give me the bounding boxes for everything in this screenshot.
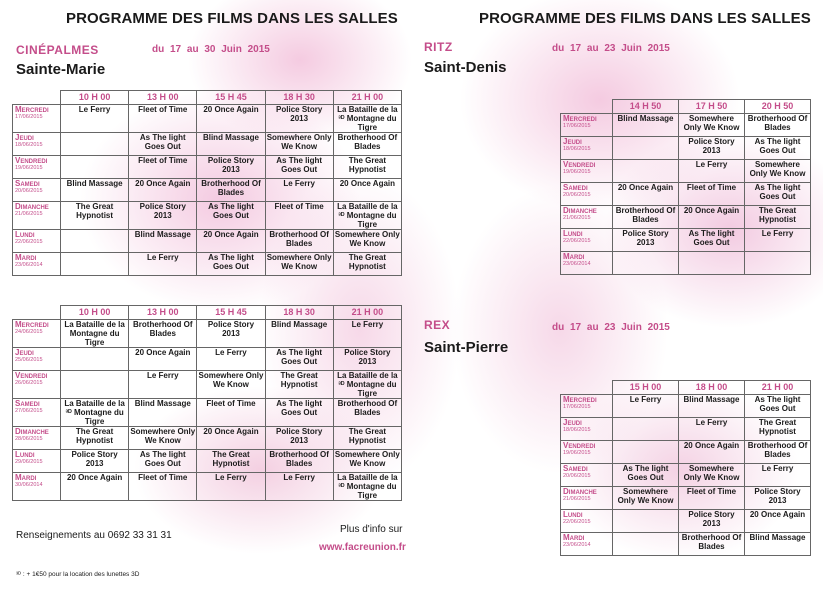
table-row — [561, 137, 811, 160]
table-row — [561, 252, 811, 275]
film-cell: The Great Hypnotist — [61, 202, 129, 230]
page-title-right: PROGRAMME DES FILMS DANS LES SALLES — [479, 10, 811, 27]
day-name: Dimanche — [15, 202, 49, 211]
film-cell: 20 Once Again — [679, 206, 745, 229]
day-name: Lundi — [15, 450, 35, 459]
film-cell: Police Story 2013 — [197, 156, 265, 179]
film-cell: 20 Once Again — [613, 183, 679, 206]
film-cell: Fleet of Time — [129, 105, 197, 133]
day-date: 20/06/2015 — [563, 473, 591, 479]
film-cell: Le Ferry — [613, 395, 679, 418]
film-cell: Brotherhood Of Blades — [265, 450, 333, 473]
day-name: Mercredi — [563, 114, 597, 123]
film-cell: La Bataille de la ³ᴰ Montagne du Tigre — [333, 473, 401, 501]
film-cell: Police Story 2013 — [679, 137, 745, 160]
day-date: 30/06/2014 — [15, 482, 43, 488]
day-date: 21/06/2015 — [563, 215, 591, 221]
film-cell: Le Ferry — [197, 348, 265, 371]
table-row — [561, 533, 811, 556]
day-date: 29/06/2015 — [15, 459, 43, 465]
city-saint-pierre: Saint-Pierre — [424, 339, 509, 356]
day-date: 26/06/2015 — [15, 380, 43, 386]
film-cell: Le Ferry — [129, 253, 197, 276]
day-date: 18/06/2015 — [563, 146, 591, 152]
table-row — [13, 427, 402, 450]
day-name: Mardi — [15, 253, 37, 262]
film-cell: Le Ferry — [265, 179, 333, 202]
time-header: 18 H 30 — [265, 91, 333, 105]
film-cell: Police Story 2013 — [613, 229, 679, 252]
day-cell — [561, 114, 613, 137]
day-name: Lundi — [15, 230, 35, 239]
day-cell — [561, 533, 613, 556]
film-cell: 20 Once Again — [745, 510, 811, 533]
film-cell: Somewhere Only We Know — [679, 464, 745, 487]
day-name: Samedi — [15, 179, 40, 188]
day-name: Dimanche — [563, 487, 597, 496]
cinema-name-rex: REX — [424, 318, 451, 332]
day-name: Jeudi — [15, 348, 34, 357]
table-row — [13, 156, 402, 179]
film-cell: Police Story 2013 — [745, 487, 811, 510]
day-cell — [13, 473, 61, 501]
day-cell — [13, 320, 61, 348]
film-cell: Police Story 2013 — [679, 510, 745, 533]
film-cell: The Great Hypnotist — [61, 427, 129, 450]
day-date: 23/06/2014 — [563, 542, 591, 548]
film-cell: Blind Massage — [613, 114, 679, 137]
film-cell: Somewhere Only We Know — [197, 371, 265, 399]
time-header: 15 H 45 — [197, 306, 265, 320]
day-cell — [561, 441, 613, 464]
day-cell — [561, 395, 613, 418]
film-cell: Le Ferry — [679, 418, 745, 441]
day-date: 19/06/2015 — [15, 165, 43, 171]
film-cell: The Great Hypnotist — [333, 156, 401, 179]
table-row — [13, 253, 402, 276]
table-row — [561, 418, 811, 441]
film-cell — [613, 160, 679, 183]
day-name: Samedi — [563, 464, 588, 473]
day-cell — [561, 183, 613, 206]
day-date: 19/06/2015 — [563, 169, 591, 175]
day-cell — [561, 487, 613, 510]
info-more: Plus d'info sur — [340, 524, 403, 535]
film-cell: Somewhere Only We Know — [745, 160, 811, 183]
film-cell: Blind Massage — [61, 179, 129, 202]
film-cell: The Great Hypnotist — [265, 371, 333, 399]
film-cell: As The light Goes Out — [129, 450, 197, 473]
film-cell — [61, 371, 129, 399]
time-header: 21 H 00 — [333, 306, 401, 320]
table-row — [13, 399, 402, 427]
film-cell: Blind Massage — [197, 133, 265, 156]
film-cell: Police Story 2013 — [61, 450, 129, 473]
day-date: 17/06/2015 — [563, 404, 591, 410]
film-cell: Police Story 2013 — [197, 320, 265, 348]
film-cell: Le Ferry — [265, 473, 333, 501]
day-cell — [561, 252, 613, 275]
day-name: Mardi — [563, 252, 585, 261]
film-cell: The Great Hypnotist — [333, 253, 401, 276]
table-row — [13, 371, 402, 399]
film-cell: 20 Once Again — [129, 179, 197, 202]
film-cell: Somewhere Only We Know — [333, 450, 401, 473]
film-cell: Fleet of Time — [197, 399, 265, 427]
film-cell: As The light Goes Out — [745, 137, 811, 160]
table-row — [13, 320, 402, 348]
table-row — [13, 133, 402, 156]
day-cell — [561, 137, 613, 160]
film-cell: Le Ferry — [745, 229, 811, 252]
cinema-name-ritz: RITZ — [424, 40, 453, 54]
table-row — [13, 202, 402, 230]
day-name: Jeudi — [563, 418, 582, 427]
film-cell: La Bataille de la Montagne du Tigre — [61, 320, 129, 348]
film-cell: 20 Once Again — [197, 105, 265, 133]
day-cell — [13, 179, 61, 202]
time-header: 18 H 00 — [679, 381, 745, 395]
film-cell: Police Story 2013 — [129, 202, 197, 230]
film-cell — [745, 252, 811, 275]
day-name: Mercredi — [15, 105, 49, 114]
day-date: 23/06/2014 — [563, 261, 591, 267]
film-cell: 20 Once Again — [333, 179, 401, 202]
city-sainte-marie: Sainte-Marie — [16, 61, 106, 78]
film-cell: Le Ferry — [745, 464, 811, 487]
film-cell: Somewhere Only We Know — [265, 133, 333, 156]
film-cell — [61, 133, 129, 156]
dates-rex: du 17 au 23 Juin 2015 — [552, 322, 670, 333]
day-name: Mardi — [15, 473, 37, 482]
schedule-table-rex — [560, 380, 811, 556]
day-cell — [13, 371, 61, 399]
table-row — [13, 450, 402, 473]
time-header: 13 H 00 — [129, 306, 197, 320]
day-cell — [561, 229, 613, 252]
day-name: Samedi — [563, 183, 588, 192]
time-header: 13 H 00 — [129, 91, 197, 105]
film-cell: As The light Goes Out — [265, 399, 333, 427]
film-cell: Brotherhood Of Blades — [129, 320, 197, 348]
table-row — [13, 105, 402, 133]
film-cell: Le Ferry — [679, 160, 745, 183]
film-cell — [613, 533, 679, 556]
film-cell — [613, 418, 679, 441]
schedule-table-week2 — [12, 305, 402, 501]
film-cell: As The light Goes Out — [265, 348, 333, 371]
film-cell: The Great Hypnotist — [333, 427, 401, 450]
day-name: Mardi — [563, 533, 585, 542]
day-name: Dimanche — [563, 206, 597, 215]
film-cell: Brotherhood Of Blades — [265, 230, 333, 253]
film-cell: Somewhere Only We Know — [265, 253, 333, 276]
day-date: 24/06/2015 — [15, 329, 43, 335]
day-date: 22/06/2015 — [563, 519, 591, 525]
day-cell — [13, 253, 61, 276]
day-cell — [13, 156, 61, 179]
film-cell: Fleet of Time — [129, 473, 197, 501]
film-cell: Police Story 2013 — [265, 105, 333, 133]
time-header: 15 H 45 — [197, 91, 265, 105]
film-cell: Somewhere Only We Know — [613, 487, 679, 510]
day-name: Vendredi — [563, 160, 596, 169]
header-corner — [561, 381, 613, 395]
film-cell — [61, 253, 129, 276]
day-date: 17/06/2015 — [563, 123, 591, 129]
dates-cinepalmes: du 17 au 30 Juin 2015 — [152, 44, 270, 55]
time-header: 21 H 00 — [333, 91, 401, 105]
film-cell: Blind Massage — [679, 395, 745, 418]
header-corner — [561, 100, 613, 114]
header-corner — [13, 306, 61, 320]
film-cell: Blind Massage — [129, 399, 197, 427]
table-row — [13, 230, 402, 253]
film-cell: As The light Goes Out — [745, 395, 811, 418]
day-name: Dimanche — [15, 427, 49, 436]
film-cell: As The light Goes Out — [613, 464, 679, 487]
day-name: Jeudi — [563, 137, 582, 146]
day-date: 21/06/2015 — [563, 496, 591, 502]
table-row — [561, 114, 811, 137]
film-cell: Fleet of Time — [265, 202, 333, 230]
film-cell: 20 Once Again — [129, 348, 197, 371]
day-cell — [561, 510, 613, 533]
film-cell — [613, 252, 679, 275]
cinema-name-cinepalmes: CINÉPALMES — [16, 43, 99, 57]
film-cell: Brotherhood Of Blades — [197, 179, 265, 202]
day-date: 22/06/2015 — [563, 238, 591, 244]
film-cell: Brotherhood Of Blades — [679, 533, 745, 556]
table-row — [13, 179, 402, 202]
day-date: 18/06/2015 — [15, 142, 43, 148]
film-cell: The Great Hypnotist — [745, 418, 811, 441]
film-cell: 20 Once Again — [197, 230, 265, 253]
film-cell: Brotherhood Of Blades — [333, 399, 401, 427]
table-row — [13, 348, 402, 371]
day-name: Vendredi — [15, 371, 48, 380]
table-row — [561, 160, 811, 183]
day-date: 19/06/2015 — [563, 450, 591, 456]
film-cell: As The light Goes Out — [197, 202, 265, 230]
day-date: 23/06/2014 — [15, 262, 43, 268]
day-date: 22/06/2015 — [15, 239, 43, 245]
footnote-3d: ³ᴰ : + 1€50 pour la location des lunettes 3D — [16, 571, 140, 578]
day-cell — [13, 133, 61, 156]
table-row — [561, 395, 811, 418]
day-date: 18/06/2015 — [563, 427, 591, 433]
film-cell: Police Story 2013 — [265, 427, 333, 450]
film-cell: Brotherhood Of Blades — [613, 206, 679, 229]
day-name: Mercredi — [15, 320, 49, 329]
day-date: 27/06/2015 — [15, 408, 43, 414]
film-cell: Police Story 2013 — [333, 348, 401, 371]
time-header: 14 H 50 — [613, 100, 679, 114]
film-cell: As The light Goes Out — [745, 183, 811, 206]
film-cell: Brotherhood Of Blades — [745, 441, 811, 464]
day-cell — [561, 160, 613, 183]
table-row — [13, 473, 402, 501]
day-name: Vendredi — [15, 156, 48, 165]
day-name: Lundi — [563, 229, 583, 238]
time-header: 10 H 00 — [61, 91, 129, 105]
dates-ritz: du 17 au 23 Juin 2015 — [552, 43, 670, 54]
day-cell — [13, 230, 61, 253]
film-cell: 20 Once Again — [679, 441, 745, 464]
table-row — [561, 441, 811, 464]
film-cell: Blind Massage — [745, 533, 811, 556]
day-name: Mercredi — [563, 395, 597, 404]
film-cell: Somewhere Only We Know — [129, 427, 197, 450]
film-cell: As The light Goes Out — [129, 133, 197, 156]
film-cell: As The light Goes Out — [197, 253, 265, 276]
film-cell: Le Ferry — [61, 105, 129, 133]
film-cell: The Great Hypnotist — [745, 206, 811, 229]
film-cell: As The light Goes Out — [679, 229, 745, 252]
film-cell — [61, 230, 129, 253]
schedule-table-ritz — [560, 99, 811, 275]
schedule-table-week1 — [12, 90, 402, 276]
time-header: 20 H 50 — [745, 100, 811, 114]
film-cell: Fleet of Time — [679, 183, 745, 206]
film-cell: Brotherhood Of Blades — [333, 133, 401, 156]
day-name: Vendredi — [563, 441, 596, 450]
day-date: 20/06/2015 — [563, 192, 591, 198]
film-cell — [61, 156, 129, 179]
film-cell: Fleet of Time — [129, 156, 197, 179]
day-cell — [561, 464, 613, 487]
day-date: 25/06/2015 — [15, 357, 43, 363]
day-cell — [13, 105, 61, 133]
time-header: 10 H 00 — [61, 306, 129, 320]
website-link[interactable]: www.facreunion.fr — [319, 542, 406, 553]
table-row — [561, 464, 811, 487]
film-cell: Somewhere Only We Know — [333, 230, 401, 253]
film-cell: Somewhere Only We Know — [679, 114, 745, 137]
film-cell: Le Ferry — [197, 473, 265, 501]
day-name: Lundi — [563, 510, 583, 519]
film-cell: Brotherhood Of Blades — [745, 114, 811, 137]
header-corner — [13, 91, 61, 105]
film-cell: La Bataille de la ³ᴰ Montagne du Tigre — [333, 371, 401, 399]
film-cell — [679, 252, 745, 275]
day-date: 17/06/2015 — [15, 114, 43, 120]
time-header: 17 H 50 — [679, 100, 745, 114]
table-row — [561, 487, 811, 510]
film-cell: Le Ferry — [129, 371, 197, 399]
table-row — [561, 510, 811, 533]
page-title-left: PROGRAMME DES FILMS DANS LES SALLES — [66, 10, 398, 27]
film-cell — [61, 348, 129, 371]
film-cell: 20 Once Again — [61, 473, 129, 501]
day-cell — [561, 418, 613, 441]
day-cell — [13, 450, 61, 473]
film-cell — [613, 510, 679, 533]
day-cell — [13, 399, 61, 427]
film-cell — [613, 137, 679, 160]
film-cell: Blind Massage — [129, 230, 197, 253]
day-date: 21/06/2015 — [15, 211, 43, 217]
film-cell: The Great Hypnotist — [197, 450, 265, 473]
day-name: Samedi — [15, 399, 40, 408]
table-row — [561, 229, 811, 252]
film-cell — [613, 441, 679, 464]
day-cell — [13, 348, 61, 371]
film-cell: Blind Massage — [265, 320, 333, 348]
film-cell: La Bataille de la ³ᴰ Montagne du Tigre — [333, 105, 401, 133]
day-date: 28/06/2015 — [15, 436, 43, 442]
info-phone: Renseignements au 0692 33 31 31 — [16, 530, 172, 541]
time-header: 15 H 00 — [613, 381, 679, 395]
film-cell: La Bataille de la ³ᴰ Montagne du Tigre — [61, 399, 129, 427]
day-name: Jeudi — [15, 133, 34, 142]
film-cell: 20 Once Again — [197, 427, 265, 450]
film-cell: La Bataille de la ³ᴰ Montagne du Tigre — [333, 202, 401, 230]
time-header: 18 H 30 — [265, 306, 333, 320]
city-saint-denis: Saint-Denis — [424, 59, 507, 76]
film-cell: Fleet of Time — [679, 487, 745, 510]
film-cell: Le Ferry — [333, 320, 401, 348]
day-cell — [561, 206, 613, 229]
day-cell — [13, 427, 61, 450]
day-date: 20/06/2015 — [15, 188, 43, 194]
table-row — [561, 206, 811, 229]
film-cell: As The light Goes Out — [265, 156, 333, 179]
table-row — [561, 183, 811, 206]
time-header: 21 H 00 — [745, 381, 811, 395]
day-cell — [13, 202, 61, 230]
